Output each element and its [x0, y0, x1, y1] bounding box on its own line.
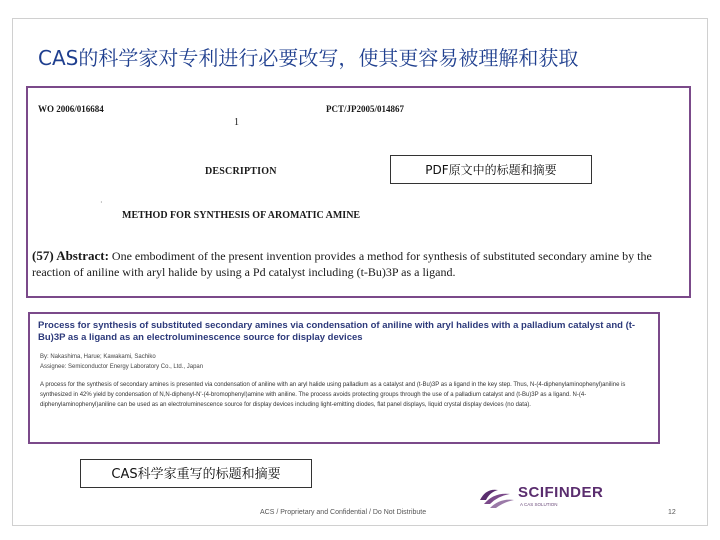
invention-title: METHOD FOR SYNTHESIS OF AROMATIC AMINE [122, 210, 361, 221]
logo-wordmark: SCIFINDER [518, 484, 604, 501]
application-number: PCT/JP2005/014867 [326, 104, 404, 114]
footer-text: ACS / Proprietary and Confidential / Do Not Distribute [260, 509, 427, 516]
page-number: 12 [668, 509, 676, 516]
abstract-label: (57) Abstract: [32, 248, 109, 263]
assignee-line: Assignee: Semiconductor Energy Laboratory Co., Ltd., Japan [40, 364, 204, 370]
cas-record-authors [40, 352, 203, 372]
description-heading: DESCRIPTION [205, 166, 277, 177]
slide-title: CAS的科学家对专利进行必要改写，使其更容易被理解和获取 [38, 46, 579, 70]
cas-record-abstract: A process for the synthesis of secondary amines is presented via condensation of aniline with an aryl halide using palladium as a catalyst and (t-Bu)3P as a ligand in the key step. Thus, N-(4-diphenylaminophenyl)aniline is synthesized in 42% yield by condensation of N,N-diphenyl-N'-(4-bromophenyl)amine with aniline. The process avoids protecting groups through the use of a palladium catalyst and (t-Bu)3P as a ligand. N-(4-diphenylaminophenyl)aniline can be used as an electroluminescence source for display devices including light-emitting diodes, flat panel displays, liquid crystal display devices (no data). [40, 382, 626, 408]
pdf-callout: PDF原文中的标题和摘要 [390, 155, 592, 184]
pdf-abstract [32, 248, 692, 280]
pdf-excerpt-panel [26, 86, 691, 298]
stray-mark: · [100, 198, 103, 207]
scifinder-logo [476, 482, 626, 512]
authors-line: By: Nakashima, Harue; Kawakami, Sachiko [40, 354, 156, 360]
logo-subtitle: A CAS SOLUTION [520, 502, 558, 507]
doc-number: WO 2006/016684 [38, 104, 104, 114]
cas-record-title[interactable]: Process for synthesis of substituted secondary amines via condensation of aniline with aryl halides with a palladium catalyst and (t-Bu)3P as a ligand as an electroluminescence source for display devices [38, 320, 636, 343]
cas-record-panel [28, 312, 660, 444]
page-indicator: 1 [234, 117, 239, 128]
scifinder-logo-icon [476, 482, 516, 510]
abstract-text: One embodiment of the present invention provides a method for synthesis of substituted secondary amine by the reaction of aniline with aryl halide by using a Pd catalyst including (t-Bu)3P as a ligand. [32, 249, 652, 279]
cas-callout: CAS科学家重写的标题和摘要 [80, 459, 312, 488]
